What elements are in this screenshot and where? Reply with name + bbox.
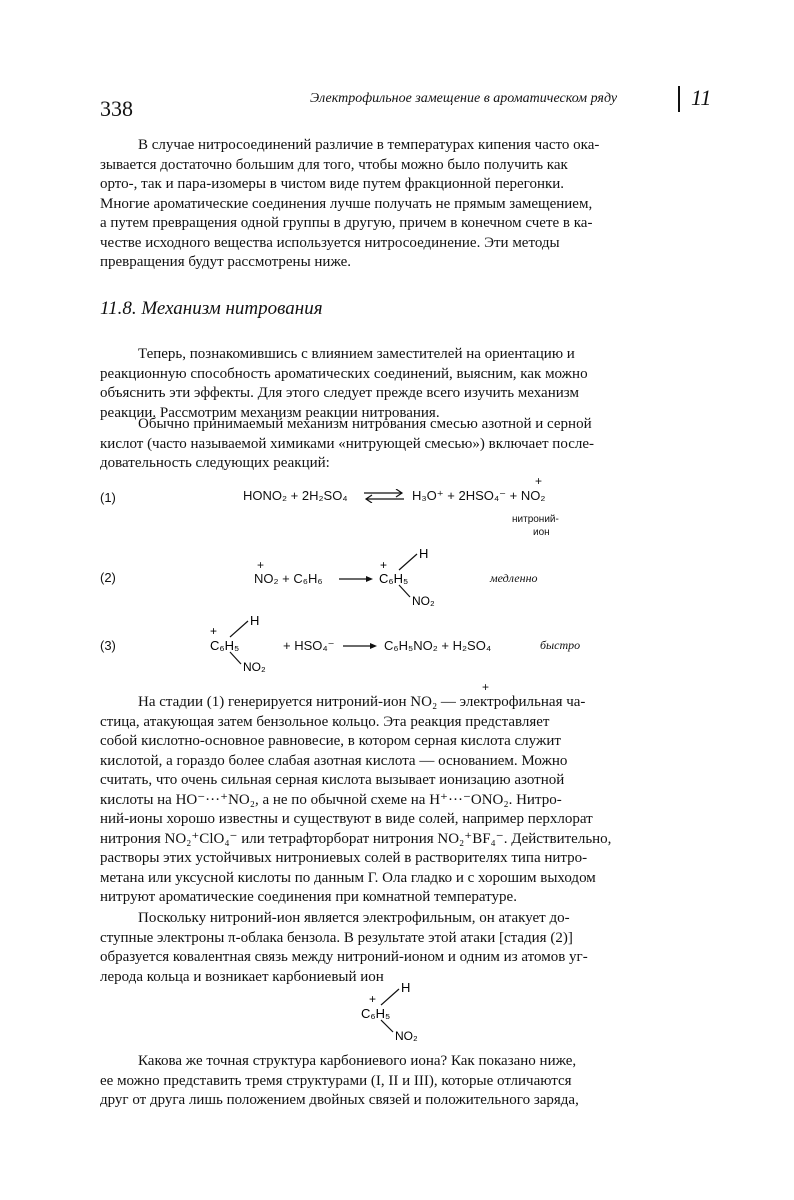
text-line: кислоты на HO⁻···⁺NO₂, а не по обычной схеме на H⁺···⁻ONO₂. Нитро- xyxy=(100,791,562,808)
ring-plus: + xyxy=(369,992,377,1006)
paragraph-3 xyxy=(100,415,710,474)
nitronium-note-2: ион xyxy=(533,527,550,538)
reaction-1-rhs xyxy=(412,488,545,504)
paragraph-6 xyxy=(100,1052,710,1111)
text-line: растворы этих устойчивых нитрониевых солей в растворителях типа нитро- xyxy=(100,850,588,866)
text-line: Обычно принимаемый механизм нитрования смесью азотной и серной xyxy=(138,416,592,432)
carbonium-ion-structure xyxy=(353,978,443,1044)
reaction-3-reagent: + HSO₄⁻ xyxy=(283,638,335,653)
no2-group: NO₂ xyxy=(395,1029,418,1043)
text-line: зывается достаточно большим для того, чтобы можно было получить как xyxy=(100,156,568,173)
text-line: считать, что очень сильная серная кислота вызывает ионизацию азотной xyxy=(100,772,565,788)
text-line: ступные электроны π-облака бензола. В результате этой атаки [стадия (2)] xyxy=(100,929,573,946)
text-line: В случае нитросоединений различие в температурах кипения часто ока- xyxy=(138,137,600,153)
ring-formula: C₆H₅ xyxy=(210,638,240,653)
text-line: реакционную способность ароматических соединений, выясним, как можно xyxy=(100,365,588,382)
text-line: друг от друга лишь положением двойных связей и положительного заряда, xyxy=(100,1092,579,1108)
h-atom: H xyxy=(419,546,429,561)
intro-paragraph xyxy=(100,136,710,273)
running-head: Электрофильное замещение в ароматическом ряду xyxy=(310,91,618,106)
ring-formula: C₆H₅ xyxy=(361,1006,391,1021)
text-line: орто-, так и пара-изомеры в чистом виде путем фракционной перегонки. xyxy=(100,176,565,192)
reaction-3-label: (3) xyxy=(100,638,116,653)
carbonium-intermediate-2 xyxy=(370,545,470,609)
text-line: а путем превращения одной группы в другую, причем в конечном счете в ка- xyxy=(100,215,593,231)
reaction-3-products: C₆H₅NO₂ + H₂SO₄ xyxy=(384,638,492,653)
h-atom: H xyxy=(250,613,260,628)
speed-label-fast: быстро xyxy=(540,638,581,652)
paragraph-2 xyxy=(100,345,710,423)
text-line: объяснить эти эффекты. Для этого следует прежде всего изучить механизм xyxy=(100,385,579,401)
ring-plus: + xyxy=(380,558,388,572)
text-line: Многие ароматические соединения лучше получать не прямым замещением, xyxy=(100,195,593,212)
ring-formula: C₆H₅ xyxy=(379,571,409,586)
text-line: лерода кольца и возникает карбониевый ион xyxy=(100,968,384,985)
text-line: собой кислотно-основное равновесие, в котором серная кислота служит xyxy=(100,733,561,749)
page-number: 338 xyxy=(100,96,133,121)
text-line: нитруют ароматические соединения при комнатной температуре. xyxy=(100,889,517,905)
text-line: кислотой, а гораздо более слабая азотная кислота — основанием. Можно xyxy=(100,752,568,769)
text-line: Теперь, познакомившись с влиянием заместителей на ориентацию и xyxy=(138,346,575,362)
reaction-2-plus: + xyxy=(257,558,265,572)
text-line: ее можно представить тремя структурами (I, II и III), которые отличаются xyxy=(100,1072,572,1089)
reaction-1-plus: + xyxy=(535,474,543,488)
speed-label-slow: медленно xyxy=(490,571,538,585)
text-line: реакции. Рассмотрим механизм реакции нитрования. xyxy=(100,404,440,421)
text-line: На стадии (1) генерируется нитроний-ион NO₂ — электрофильная ча- xyxy=(138,694,586,710)
ring-plus: + xyxy=(210,624,218,638)
arrow-icon xyxy=(342,641,378,651)
text-line: довательность следующих реакций: xyxy=(100,455,330,471)
reaction-1-rhs-a: H₃O⁺ + 2HSO₄⁻ + xyxy=(412,488,521,503)
text-line: Какова же точная структура карбониевого иона? Как показано ниже, xyxy=(138,1053,577,1069)
paragraph-5 xyxy=(100,909,710,987)
paragraph-4 xyxy=(100,693,710,908)
nitronium-plus-sign: + xyxy=(482,680,490,694)
header-divider xyxy=(678,86,680,112)
carbonium-intermediate-3 xyxy=(204,612,284,674)
text-line: ний-ионы хорошо известны и существуют в виде солей, например перхлорат xyxy=(100,811,593,827)
nitronium-formula: NO₂ xyxy=(520,488,546,503)
chapter-number: 11 xyxy=(691,85,712,110)
equilibrium-arrow-icon xyxy=(362,489,406,503)
reaction-1-label: (1) xyxy=(100,490,116,505)
text-line: метана или уксусной кислоты по данным Г. Ола гладко и с хорошим выходом xyxy=(100,869,596,886)
reaction-2-reactants: NO₂ + C₆H₆ xyxy=(254,571,323,586)
text-line: Поскольку нитроний-ион является электрофильным, он атакует до- xyxy=(138,910,570,926)
arrow-icon xyxy=(338,574,374,584)
no2-group: NO₂ xyxy=(243,660,266,674)
nitronium-note-1: нитроний- xyxy=(512,514,559,525)
text-line: превращения будут рассмотрены ниже. xyxy=(100,254,352,270)
text-line: стица, атакующая затем бензольное кольцо. Эта реакция представляет xyxy=(100,713,550,730)
text-line: нитрония NO₂⁺ClO₄⁻ или тетрафторборат нитрония NO₂⁺BF₄⁻. Действительно, xyxy=(100,830,612,847)
h-atom: H xyxy=(401,980,411,995)
reaction-2-label: (2) xyxy=(100,570,116,585)
text-line: образуется ковалентная связь между нитроний-ионом и одним из атомов уг- xyxy=(100,949,588,965)
text-line: честве исходного вещества используется нитросоединение. Эти методы xyxy=(100,234,560,251)
section-title: 11.8. Механизм нитрования xyxy=(100,298,323,319)
no2-group: NO₂ xyxy=(412,594,435,608)
text-line: кислот (часто называемой химиками «нитрующей смесью») включает после- xyxy=(100,435,594,452)
reaction-1-lhs: HONO₂ + 2H₂SO₄ xyxy=(243,488,348,503)
